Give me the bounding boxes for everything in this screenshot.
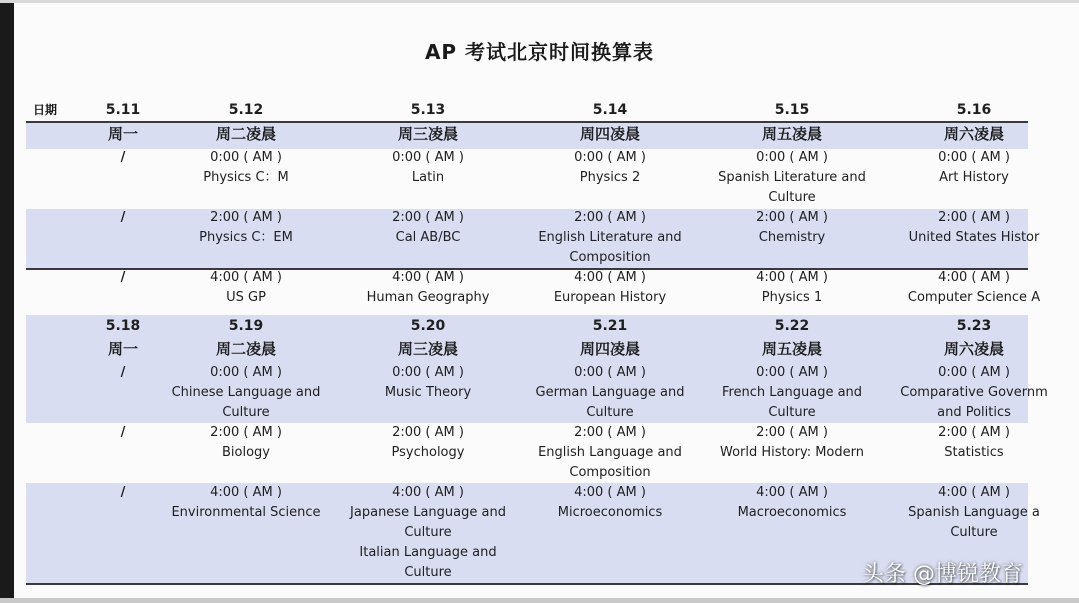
exam-name: Culture	[222, 405, 270, 420]
exam-time: 4:00 ( AM )	[574, 270, 646, 285]
exam-name: Physics C：EM	[199, 230, 293, 245]
exam-time: 4:00 ( AM )	[392, 270, 464, 285]
exam-time: 0:00 ( AM )	[210, 150, 282, 165]
weekday-header: 周四凌晨	[579, 340, 640, 358]
exam-time: 0:00 ( AM )	[938, 365, 1010, 380]
exam-name: and Politics	[937, 405, 1011, 420]
exam-name: Physics C：M	[203, 170, 289, 185]
monday-slash: /	[120, 270, 126, 285]
exam-name: Chemistry	[758, 230, 826, 245]
exam-time: 0:00 ( AM )	[392, 150, 464, 165]
exam-time: 4:00 ( AM )	[210, 270, 282, 285]
exam-time: 0:00 ( AM )	[210, 365, 282, 380]
weekday-header: 周一	[107, 125, 138, 143]
exam-name: Italian Language and	[359, 545, 497, 560]
exam-time: 4:00 ( AM )	[574, 485, 646, 500]
date-row-label: 日期	[33, 103, 58, 117]
weekday-header: 周四凌晨	[579, 125, 640, 143]
exam-name: French Language and	[721, 385, 863, 400]
exam-time: 0:00 ( AM )	[938, 150, 1010, 165]
weekday-header: 周一	[107, 340, 138, 358]
date-header: 5.21	[592, 318, 628, 334]
exam-name: English Literature and	[538, 230, 682, 245]
exam-name: Computer Science A	[907, 290, 1041, 305]
weekday-header: 周三凌晨	[397, 340, 458, 358]
exam-name: English Language and	[538, 445, 682, 460]
monday-slash: /	[120, 210, 126, 225]
exam-time: 2:00 ( AM )	[574, 210, 646, 225]
weekday-header: 周六凌晨	[943, 125, 1004, 143]
monday-slash: /	[120, 485, 126, 500]
exam-time: 0:00 ( AM )	[756, 150, 828, 165]
weekday-header: 周三凌晨	[397, 125, 458, 143]
date-header: 5.13	[410, 102, 446, 118]
exam-name: Physics 1	[761, 290, 823, 305]
page-title: AP 考试北京时间换算表	[424, 40, 655, 64]
monday-slash: /	[120, 425, 126, 440]
exam-name: United States Histor	[908, 230, 1040, 245]
exam-time: 2:00 ( AM )	[574, 425, 646, 440]
exam-name: Culture	[404, 525, 452, 540]
exam-name: Culture	[404, 565, 452, 580]
exam-name: Culture	[950, 525, 998, 540]
exam-name: Human Geography	[366, 290, 490, 305]
exam-time: 2:00 ( AM )	[210, 425, 282, 440]
exam-name: Comparative Governm	[900, 385, 1048, 400]
exam-time: 4:00 ( AM )	[210, 485, 282, 500]
monday-slash: /	[120, 150, 126, 165]
exam-name: Cal AB/BC	[395, 230, 461, 245]
photo-bottom-edge	[0, 598, 1079, 603]
exam-name: Art History	[939, 170, 1009, 185]
exam-time: 4:00 ( AM )	[756, 485, 828, 500]
photo-top-edge	[0, 0, 1079, 3]
photo-left-edge	[0, 0, 14, 603]
exam-name: Psychology	[391, 445, 465, 460]
exam-name: Biology	[222, 445, 270, 460]
date-header: 5.15	[774, 102, 810, 118]
exam-time: 0:00 ( AM )	[392, 365, 464, 380]
date-header: 5.12	[228, 102, 264, 118]
exam-name: Macroeconomics	[737, 505, 847, 520]
exam-time: 4:00 ( AM )	[938, 270, 1010, 285]
exam-time: 2:00 ( AM )	[938, 425, 1010, 440]
exam-name: Physics 2	[579, 170, 641, 185]
weekday-header: 周六凌晨	[943, 340, 1004, 358]
exam-time: 4:00 ( AM )	[756, 270, 828, 285]
exam-time: 2:00 ( AM )	[392, 425, 464, 440]
exam-name: Spanish Literature and	[718, 170, 866, 185]
date-header: 5.16	[956, 102, 992, 118]
exam-name: German Language and	[535, 385, 685, 400]
date-header: 5.19	[228, 318, 264, 334]
date-header: 5.18	[105, 318, 141, 334]
date-header: 5.11	[105, 102, 141, 118]
exam-name: Music Theory	[384, 385, 472, 400]
date-header: 5.20	[410, 318, 446, 334]
exam-name: Latin	[411, 170, 445, 185]
exam-name: Culture	[586, 405, 634, 420]
exam-name: Culture	[768, 405, 816, 420]
exam-time: 2:00 ( AM )	[938, 210, 1010, 225]
date-header: 5.14	[592, 102, 628, 118]
exam-time: 2:00 ( AM )	[756, 210, 828, 225]
exam-name: European History	[553, 290, 667, 305]
exam-time: 2:00 ( AM )	[392, 210, 464, 225]
exam-name: US GP	[226, 290, 266, 305]
exam-name: Japanese Language and	[350, 505, 506, 520]
weekday-header: 周五凌晨	[761, 125, 822, 143]
exam-name: Composition	[569, 465, 651, 480]
exam-name: Culture	[768, 190, 816, 205]
exam-name: Statistics	[944, 445, 1004, 460]
exam-name: Microeconomics	[557, 505, 663, 520]
exam-time: 0:00 ( AM )	[574, 150, 646, 165]
exam-name: Composition	[569, 250, 651, 265]
exam-time: 2:00 ( AM )	[756, 425, 828, 440]
exam-name: Chinese Language and	[171, 385, 321, 400]
exam-time: 4:00 ( AM )	[938, 485, 1010, 500]
exam-name: Spanish Language a	[908, 505, 1040, 520]
exam-name: World History: Modern	[720, 445, 864, 460]
exam-time: 0:00 ( AM )	[574, 365, 646, 380]
watermark-text: 头条 @博锐教育	[862, 562, 1023, 587]
exam-time: 2:00 ( AM )	[210, 210, 282, 225]
exam-time: 0:00 ( AM )	[756, 365, 828, 380]
date-header: 5.23	[956, 318, 992, 334]
weekday-header: 周五凌晨	[761, 340, 822, 358]
exam-name: Environmental Science	[171, 505, 321, 520]
weekday-header: 周二凌晨	[215, 340, 276, 358]
date-header: 5.22	[774, 318, 810, 334]
monday-slash: /	[120, 365, 126, 380]
exam-time: 4:00 ( AM )	[392, 485, 464, 500]
weekday-header: 周二凌晨	[215, 125, 276, 143]
